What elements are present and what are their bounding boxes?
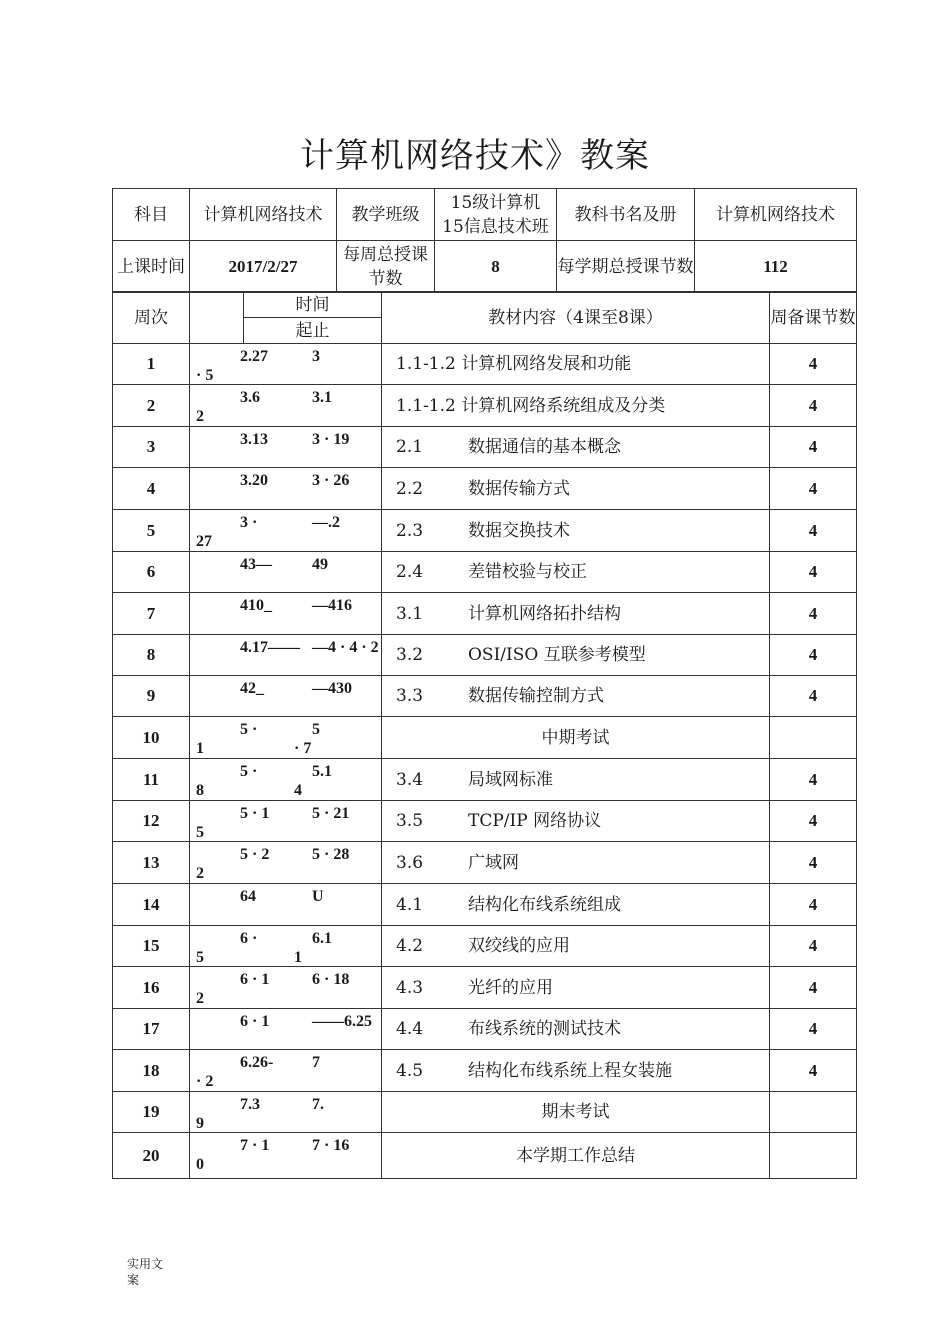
weekly-hours: 4: [770, 676, 857, 717]
lesson-content: [382, 635, 770, 676]
schedule-row: [113, 593, 857, 635]
lesson-content: [382, 427, 770, 468]
lesson-content: [382, 385, 770, 427]
date-range: [190, 427, 382, 468]
date-fragment: 7 · 16: [312, 1136, 350, 1154]
lesson-content: [382, 593, 770, 635]
lesson-title: 结构化布线系统组成: [468, 894, 621, 915]
class-line-1: 15级计算机: [450, 192, 541, 213]
week-number: 9: [113, 676, 190, 717]
section-number: 4.2: [396, 936, 424, 956]
date-range: [190, 717, 382, 759]
date-fragment: 5 ·: [240, 762, 258, 780]
date-fragment: 6 · 18: [312, 970, 350, 988]
date-fragment: —416: [312, 596, 352, 614]
section-number: 4.3: [396, 977, 424, 998]
lesson-content: [382, 344, 770, 385]
date-fragment: 5: [196, 823, 204, 841]
date-fragment: 2: [196, 864, 204, 882]
lesson-content: [382, 552, 770, 593]
lesson-content: [382, 676, 770, 717]
date-fragment: 6.1: [312, 929, 332, 947]
schedule-row: [113, 468, 857, 510]
weekly-hours: 4: [770, 926, 857, 967]
weekly-hours: 4: [770, 510, 857, 552]
date-fragment: 3.6: [240, 388, 260, 406]
date-range: [190, 759, 382, 801]
date-range: [190, 801, 382, 842]
week-number: 10: [113, 717, 190, 759]
date-fragment: 2.27: [240, 347, 268, 365]
date-fragment: 5 · 28: [312, 845, 350, 863]
date-fragment: · 2: [196, 1072, 214, 1090]
date-fragment: 1: [196, 739, 204, 757]
section-number: 3.3: [396, 686, 424, 706]
section-number: 3.4: [396, 769, 424, 790]
lesson-title: 差错校验与校正: [468, 562, 587, 582]
date-fragment: 7.: [312, 1095, 324, 1113]
date-range: [190, 510, 382, 552]
schedule-row: [113, 759, 857, 801]
date-fragment: 27: [196, 532, 212, 550]
week-number: 4: [113, 468, 190, 510]
date-range: [190, 344, 382, 385]
weekly-hours: 4: [770, 801, 857, 842]
class-label: 教学班级: [337, 189, 435, 241]
date-range: [190, 926, 382, 967]
lesson-title: 期末考试: [541, 1102, 610, 1122]
header-spacer: [190, 292, 244, 344]
content-header: 教材内容（4课至8课）: [382, 292, 770, 344]
week-header: 周次: [113, 292, 190, 344]
week-number: 7: [113, 593, 190, 635]
week-number: 14: [113, 884, 190, 926]
weekly-hours: 4: [770, 759, 857, 801]
class-line-2: 15信息技术班: [442, 216, 549, 237]
weekly-hours: 4: [770, 1009, 857, 1050]
date-range: [190, 884, 382, 926]
date-fragment: 7.3: [240, 1095, 260, 1113]
date-range: [190, 1050, 382, 1092]
lesson-content: [382, 1133, 770, 1179]
lesson-title: 1.1-1.2 计算机网络系统组成及分类: [396, 395, 666, 416]
section-number: 2.2: [396, 478, 424, 499]
date-fragment: 8: [196, 781, 204, 799]
schedule-row: [113, 884, 857, 926]
lesson-content: [382, 468, 770, 510]
date-fragment: 6 · 1: [240, 1012, 270, 1030]
date-range: [190, 967, 382, 1009]
section-number: 3.5: [396, 811, 424, 831]
week-number: 20: [113, 1133, 190, 1179]
date-fragment: 5 · 1: [240, 804, 270, 822]
weekly-hours: 4: [770, 884, 857, 926]
date-range: [190, 468, 382, 510]
lesson-title: 数据通信的基本概念: [468, 437, 621, 457]
date-fragment: 0: [196, 1155, 204, 1173]
date-fragment: U: [312, 887, 324, 905]
book-value: 计算机网络技术: [695, 189, 857, 241]
week-number: 1: [113, 344, 190, 385]
date-range: [190, 1009, 382, 1050]
week-number: 15: [113, 926, 190, 967]
schedule-row: [113, 427, 857, 468]
date-range: [190, 1133, 382, 1179]
section-number: 3.6: [396, 852, 424, 873]
date-fragment: 64: [240, 887, 256, 905]
date-fragment: 5 ·: [240, 720, 258, 738]
lesson-title: 1.1-1.2 计算机网络发展和功能: [396, 354, 632, 374]
date-range: [190, 552, 382, 593]
week-number: 19: [113, 1092, 190, 1133]
schedule-row: [113, 635, 857, 676]
lesson-title: 数据交换技术: [468, 520, 570, 541]
week-number: 17: [113, 1009, 190, 1050]
weekly-hours: 4: [770, 344, 857, 385]
date-fragment: 2: [196, 407, 204, 425]
lesson-content: [382, 926, 770, 967]
date-fragment: 3 ·: [240, 513, 258, 531]
date-fragment: 9: [196, 1114, 204, 1132]
lesson-content: [382, 759, 770, 801]
schedule-row: [113, 1009, 857, 1050]
lesson-title: 广域网: [468, 852, 519, 873]
date-range: [190, 635, 382, 676]
date-fragment: 6 ·: [240, 929, 258, 947]
lesson-content: [382, 1092, 770, 1133]
date-fragment: 3 · 19: [312, 430, 350, 448]
date-fragment: 3 · 26: [312, 471, 350, 489]
schedule-row: [113, 842, 857, 884]
date-fragment: 5: [312, 720, 320, 738]
date-range: [190, 842, 382, 884]
lesson-content: [382, 510, 770, 552]
section-number: 4.5: [396, 1060, 424, 1081]
week-number: 16: [113, 967, 190, 1009]
date-range: [190, 593, 382, 635]
lesson-content: [382, 1009, 770, 1050]
date-fragment: 5 · 21: [312, 804, 350, 822]
section-number: 2.3: [396, 520, 424, 541]
term-hours-label: 每学期总授课节数: [557, 241, 695, 293]
date-fragment: 49: [312, 555, 328, 573]
schedule-table: [112, 291, 857, 1179]
date-fragment: —.2: [312, 513, 340, 531]
lesson-title: 本学期工作总结: [516, 1145, 635, 1166]
date-fragment: 6 · 1: [240, 970, 270, 988]
lesson-title: TCP/IP 网络协议: [468, 811, 602, 831]
subject-label: 科目: [113, 189, 190, 241]
weekly-hours: [770, 1092, 857, 1133]
date-fragment: 3: [312, 347, 320, 365]
schedule-row: [113, 344, 857, 385]
time-value: 2017/2/27: [190, 241, 337, 293]
weekly-hours-label: 每周总授课节数: [337, 241, 435, 293]
date-fragment: 42_: [240, 679, 264, 697]
weekly-hours: 4: [770, 468, 857, 510]
lesson-title: 数据传输控制方式: [468, 686, 604, 706]
date-fragment: ——6.25: [312, 1012, 372, 1030]
section-number: 3.2: [396, 645, 424, 665]
date-fragment: —430: [312, 679, 352, 697]
date-fragment: 1: [294, 948, 302, 966]
date-fragment: 7: [312, 1053, 320, 1071]
week-number: 5: [113, 510, 190, 552]
schedule-row: [113, 676, 857, 717]
date-fragment: 5: [196, 948, 204, 966]
section-number: 3.1: [396, 603, 424, 624]
lesson-title: 数据传输方式: [468, 478, 570, 499]
date-fragment: —4 · 4 · 2: [312, 638, 379, 656]
schedule-row: [113, 385, 857, 427]
schedule-row: [113, 510, 857, 552]
time-header: 时间: [244, 292, 382, 318]
schedule-row: [113, 926, 857, 967]
lesson-content: [382, 801, 770, 842]
date-fragment: · 7: [294, 739, 312, 757]
term-hours-value: 112: [695, 241, 857, 293]
date-fragment: 4: [294, 781, 302, 799]
section-number: 4.1: [396, 894, 424, 915]
schedule-row: [113, 717, 857, 759]
date-fragment: 43—: [240, 555, 272, 573]
course-info-table: [112, 188, 857, 293]
schedule-row: [113, 1092, 857, 1133]
schedule-row: [113, 801, 857, 842]
date-fragment: 3.1: [312, 388, 332, 406]
weekly-hours: [770, 717, 857, 759]
lesson-content: [382, 967, 770, 1009]
weekly-hours: 4: [770, 967, 857, 1009]
week-number: 12: [113, 801, 190, 842]
lesson-title: 布线系统的测试技术: [468, 1019, 621, 1039]
date-range: [190, 676, 382, 717]
date-fragment: 2: [196, 989, 204, 1007]
date-fragment: 5.1: [312, 762, 332, 780]
section-number: 4.4: [396, 1019, 424, 1039]
date-fragment: 3.20: [240, 471, 268, 489]
book-label: 教科书名及册: [557, 189, 695, 241]
section-number: 2.1: [396, 437, 424, 457]
weekly-hours: 4: [770, 552, 857, 593]
week-number: 2: [113, 385, 190, 427]
weekly-hours: [770, 1133, 857, 1179]
class-value: [435, 189, 557, 241]
date-range: [190, 385, 382, 427]
hours-header: 周备课节数: [770, 292, 857, 344]
schedule-row: [113, 552, 857, 593]
lesson-title: 计算机网络拓扑结构: [468, 603, 621, 624]
date-fragment: · 5: [196, 366, 214, 384]
weekly-hours: 4: [770, 385, 857, 427]
lesson-content: [382, 842, 770, 884]
weekly-hours: 4: [770, 1050, 857, 1092]
date-fragment: 4.17——: [240, 638, 300, 656]
lesson-content: [382, 717, 770, 759]
lesson-title: 双绞线的应用: [468, 936, 570, 956]
subject-value: 计算机网络技术: [190, 189, 337, 241]
date-fragment: 7 · 1: [240, 1136, 270, 1154]
date-fragment: 3.13: [240, 430, 268, 448]
lesson-title: 局域网标准: [468, 769, 553, 790]
week-number: 18: [113, 1050, 190, 1092]
document-title: 计算机网络技术》教案: [300, 136, 650, 176]
week-number: 6: [113, 552, 190, 593]
date-range: [190, 1092, 382, 1133]
week-number: 13: [113, 842, 190, 884]
weekly-hours: 4: [770, 842, 857, 884]
weekly-hours-value: 8: [435, 241, 557, 293]
lesson-title: 结构化布线系统上程女装施: [468, 1060, 672, 1081]
schedule-row: [113, 1133, 857, 1179]
date-fragment: 6.26-: [240, 1053, 274, 1071]
lesson-title: OSI/ISO 互联参考模型: [468, 645, 646, 665]
date-fragment: 410_: [240, 596, 272, 614]
range-header: 起止: [244, 318, 382, 344]
week-number: 3: [113, 427, 190, 468]
weekly-hours: 4: [770, 427, 857, 468]
section-number: 2.4: [396, 562, 424, 582]
weekly-hours: 4: [770, 593, 857, 635]
footer-note: 实用文案: [127, 1257, 164, 1287]
week-number: 11: [113, 759, 190, 801]
schedule-row: [113, 1050, 857, 1092]
lesson-title: 中期考试: [541, 727, 610, 748]
time-label: 上课时间: [113, 241, 190, 293]
lesson-content: [382, 884, 770, 926]
weekly-hours: 4: [770, 635, 857, 676]
schedule-row: [113, 967, 857, 1009]
lesson-title: 光纤的应用: [468, 977, 553, 998]
lesson-content: [382, 1050, 770, 1092]
date-fragment: 5 · 2: [240, 845, 270, 863]
week-number: 8: [113, 635, 190, 676]
